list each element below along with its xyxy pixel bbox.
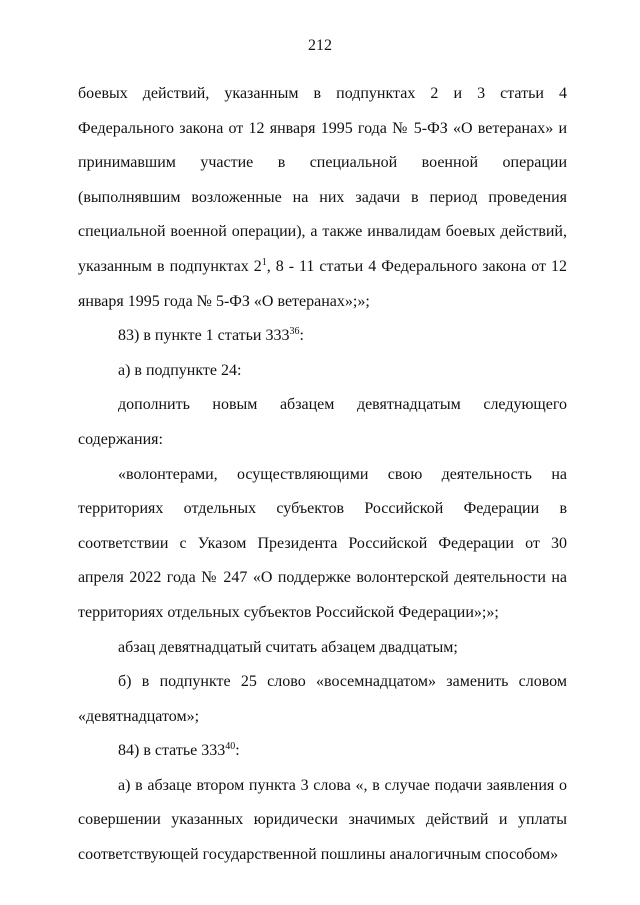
paragraph-text-tail: : [235, 742, 240, 760]
paragraph-text: 83) в пункте 1 статьи 333 [118, 327, 290, 345]
superscript: 40 [225, 741, 236, 753]
paragraph-continuation [78, 77, 567, 319]
paragraph-text-tail: , 8 - 11 статьи 4 Федерального закона от 12 января 1995 года № 5-ФЗ «О ветеранах»;»; [78, 257, 567, 310]
paragraph-quoted-text: «волонтерами, осуществляющими свою деятельность на территориях отдельных субъектов Российской Федерации в соответствии с Указом Президента Российской Федерации от 30 апреля 2022 года № 247 «О поддержке волонтерской деятельности на территориях отдельных субъектов Российской Федерации»;»; [78, 465, 567, 621]
superscript: 36 [289, 326, 300, 338]
paragraph-add-clause: дополнить новым абзацем девятнадцатым следующего содержания: [78, 396, 567, 448]
paragraph-renumber: абзац девятнадцатый считать абзацем двадцатым; [118, 638, 458, 656]
document-body [78, 77, 567, 873]
page-number: 212 [308, 37, 332, 54]
paragraph-subitem-a: а) в подпункте 24: [118, 361, 242, 379]
paragraph-item-83 [78, 319, 567, 354]
paragraph-text: боевых действий, указанным в подпунктах 2 и 3 статьи 4 Федерального закона от 12 января 1995 года № 5-ФЗ «О ветеранах» и принимавшим участие в специальной военной операции (выполнявшим возложенные на них задачи в период проведения специальной военной операции), а также инвалидам боевых действий, указанным в подпунктах 2 [78, 85, 567, 275]
paragraph-subitem-b: б) в подпункте 25 слово «восемнадцатом» заменить словом «девятнадцатом»; [78, 673, 567, 725]
paragraph-text-tail: : [299, 327, 304, 345]
superscript: 1 [261, 256, 267, 268]
paragraph-text: 84) в статье 333 [118, 742, 226, 760]
paragraph-item-84 [78, 734, 567, 769]
paragraph-subitem-a-84: а) в абзаце втором пункта 3 слова «, в случае подачи заявления о совершении указанных юридически значимых действий и уплаты соответствующей государственной пошлины аналогичным способом» [78, 776, 567, 864]
